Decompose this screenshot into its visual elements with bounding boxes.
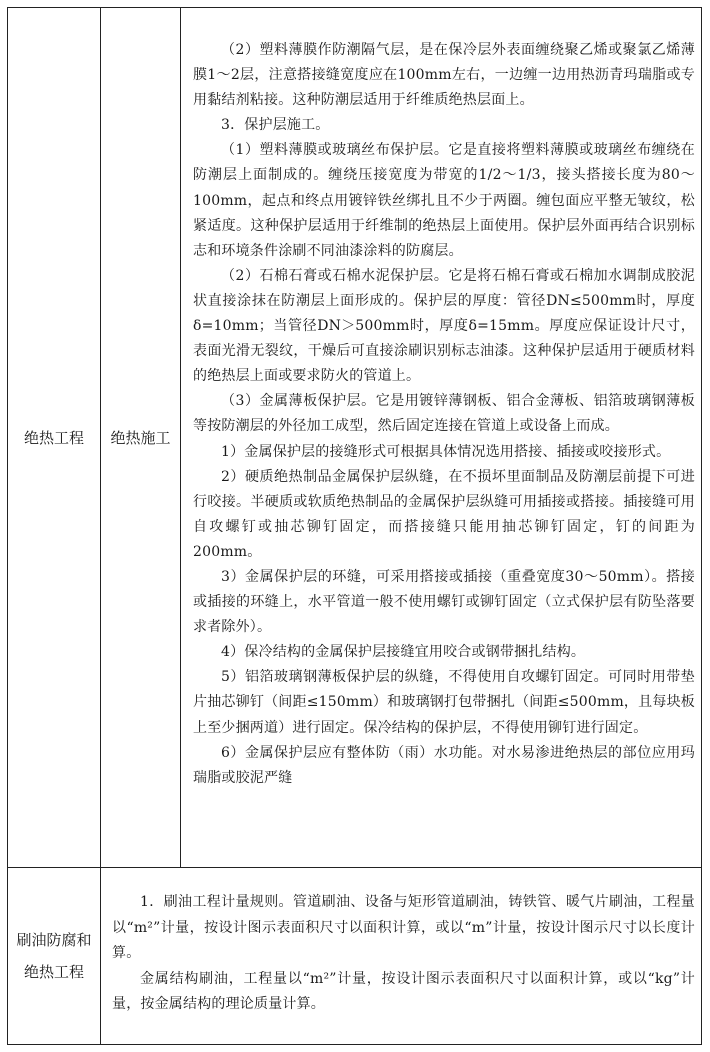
table-border-right: [701, 7, 702, 1045]
row1-category-text: 绝热工程: [23, 428, 84, 447]
paragraph: 5）铝箔玻璃钢薄板保护层的纵缝，不得使用自攻螺钉固定。可同时用带垫片抽芯铆钉（间距≤150mm）和玻璃钢打包带捆扎（间距≤500mm，且每块板上至少捆两道）进行固定。保冷结构的保护层，不得使用铆钉进行固定。: [193, 669, 695, 736]
paragraph: 金属结构刷油，工程量以“m²”计量，按设计图示表面积尺寸以面积计算，或以“kg”计量，按金属结构的理论质量计算。: [112, 970, 695, 1012]
row2-category: [14, 868, 94, 1044]
paragraph: （2）塑料薄膜作防潮隔气层，是在保冷层外表面缠绕聚乙烯或聚氯乙烯薄膜1～2层，注意搭接缝宽度应在100mm左右，一边缠一边用热沥青玛瑞脂或专用黏结剂粘接。这种防潮层适用于纤维质绝热层面上。: [193, 42, 695, 109]
paragraph: 2）硬质绝热制品金属保护层纵缝，在不损坏里面制品及防潮层前提下可进行咬接。半硬质或软质绝热制品的金属保护层纵缝可用插接或搭接。插接缝可用自攻螺钉或抽芯铆钉固定，而搭接缝只能用抽芯铆钉固定，钉的间距为200mm。: [193, 468, 695, 560]
row1-category: [8, 8, 100, 867]
row1-subcategory: [101, 8, 180, 867]
col-divider-2: [180, 7, 181, 867]
paragraph: （3）金属薄板保护层。它是用镀锌薄钢板、铝合金薄板、铝箔玻璃钢薄板等按防潮层的外径加工成型，然后固定连接在管道上或设备上而成。: [193, 393, 695, 435]
row2-category-text: 刷油防腐和绝热工程: [16, 931, 92, 981]
table-border-bottom: [7, 1044, 702, 1045]
row1-content: [193, 38, 695, 791]
paragraph: 4）保冷结构的金属保护层接缝宜用咬合或钢带捆扎结构。: [221, 644, 586, 661]
paragraph: 6）金属保护层应有整体防（雨）水功能。对水易渗进绝热层的部位应用玛瑞脂或胶泥严缝: [193, 744, 695, 786]
paragraph: （2）石棉石膏或石棉水泥保护层。它是将石棉石膏或石棉加水调制成胶泥状直接涂抹在防潮层上面形成的。保护层的厚度：管径DN≤500mm时，厚度δ=10mm；当管径DN＞500mm时，厚度δ=15mm。厚度应保证设计尺寸，表面光滑无裂纹，干燥后可直接涂刷识别标志油漆。这种保护层适用于硬质材料的绝热层上面或要求防火的管道上。: [193, 267, 695, 385]
paragraph: 1）金属保护层的接缝形式可根据具体情况选用搭接、插接或咬接形式。: [221, 443, 671, 460]
paragraph: （1）塑料薄膜或玻璃丝布保护层。它是直接将塑料薄膜或玻璃丝布缠绕在防潮层上面制成的。缠绕压接宽度为带宽的1/2～1/3，接头搭接长度为80～100mm，起点和终点用镀锌铁丝绑扎且不少于两圈。缠包面应平整无皱纹，松紧适度。这种保护层适用于纤维制的绝热层上面使用。保护层外面再结合识别标志和环境条件涂刷不同油漆涂料的防腐层。: [193, 142, 695, 259]
row2-content: [112, 890, 695, 1018]
row-divider: [7, 867, 702, 868]
paragraph: 1．刷油工程计量规则。管道刷油、设备与矩形管道刷油，铸铁管、暖气片刷油，工程量以“m²”计量，按设计图示表面积尺寸以面积计算，或以“m”计量，按设计图示尺寸以长度计算。: [112, 894, 695, 961]
row1-subcategory-text: 绝热施工: [110, 428, 171, 447]
paragraph: 3．保护层施工。: [221, 117, 330, 134]
paragraph: 3）金属保护层的环缝，可采用搭接或插接（重叠宽度30～50mm）。搭接或插接的环缝上，水平管道一般不使用螺钉或铆钉固定（立式保护层有防坠落要求者除外）。: [193, 568, 695, 636]
